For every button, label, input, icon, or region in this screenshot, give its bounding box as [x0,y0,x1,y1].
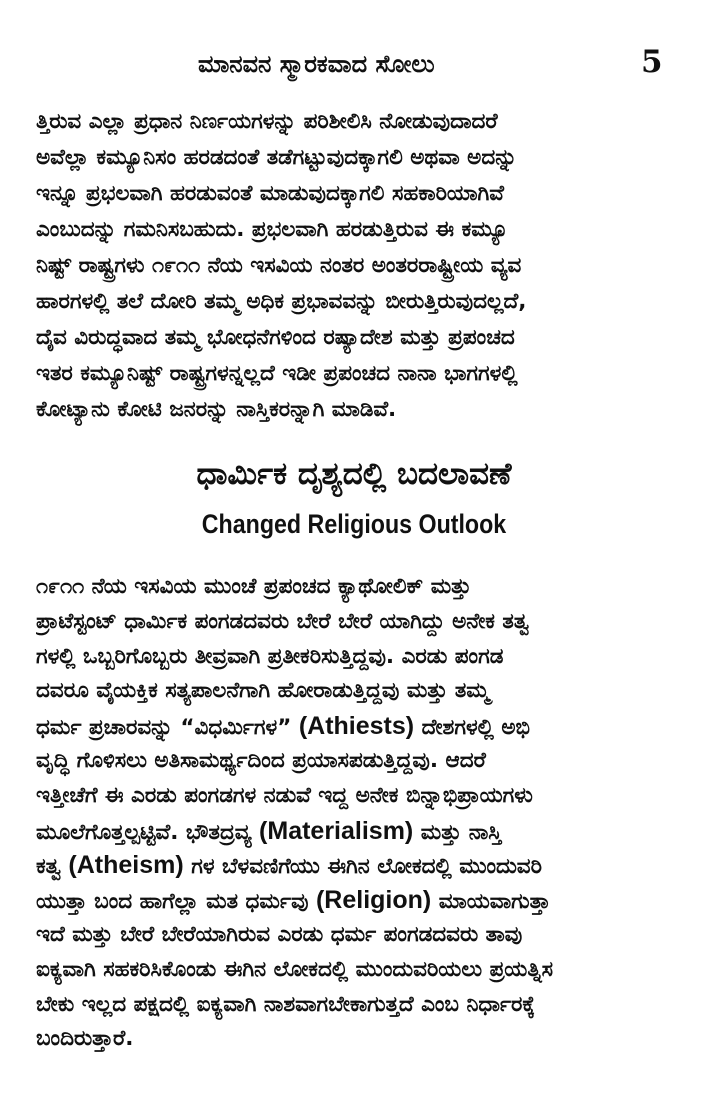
english-term-athiests: (Athiests) [298,712,415,741]
text-line: ತ್ತಿರುವ ಎಲ್ಲಾ ಪ್ರಧಾನ ನಿರ್ಣಯಗಳನ್ನು ಪರಿಶೀಲಿಸಿ ನೋಡುವುದಾದರೆ [36,109,498,134]
text-line: ವೃದ್ಧಿ ಗೊಳಿಸಲು ಅತಿಸಾಮರ್ಥ್ಯದಿಂದ ಪ್ರಯಾಸಪಡುತ್ತಿದ್ದವು. ಆದರೆ [36,747,486,773]
text-line [36,883,686,918]
text-segment: ಮತ್ತು ನಾಸ್ತಿ [413,819,502,845]
text-line: ದೈವ ವಿರುದ್ಧವಾದ ತಮ್ಮ ಭೋಧನೆಗಳಿಂದ ರಷ್ಯಾದೇಶ ಮತ್ತು ಪ್ರಪಂಚದ [36,325,515,350]
running-header [0,44,708,84]
text-segment: ಧರ್ಮ ಪ್ರಚಾರವನ್ನು “ವಿಧರ್ಮಿಗಳ” [36,715,299,741]
text-line: ಬಂದಿರುತ್ತಾರೆ. [36,1026,134,1052]
text-line: ಅವೆಲ್ಲಾ ಕಮ್ಯೂನಿಸಂ ಹರಡದಂತೆ ತಡೆಗಟ್ಟುವುದಕ್ಕಾಗಲಿ ಅಥವಾ ಅದನ್ನು [36,145,517,170]
text-line: ಇದೆ ಮತ್ತು ಬೇರೆ ಬೇರೆಯಾಗಿರುವ ಎರಡು ಧರ್ಮ ಪಂಗಡದವರು ತಾವು [36,921,523,947]
text-line: ೧೯೧೧ ನೆಯ ಇಸವಿಯ ಮುಂಚೆ ಪ್ರಪಂಚದ ಕ್ಯಾಥೋಲಿಕ್ ಮತ್ತು [36,574,472,599]
text-line: ನಿಷ್ಟ್ ರಾಷ್ಟ್ರಗಳು ೧೯೧೧ ನೆಯ ಇಸವಿಯ ನಂತರ ಅಂತರರಾಷ್ಟ್ರೀಯ ವ್ಯವ [36,253,522,278]
text-line: ಎಂಬುದನ್ನು ಗಮನಿಸಬಹುದು. ಪ್ರಭಲವಾಗಿ ಹರಡುತ್ತಿರುವ ಈ ಕಮ್ಯೂ [36,217,509,242]
paragraph-communism [36,104,686,428]
text-segment: ಗಳ ಬೆಳವಣಿಗೆಯು ಈಗಿನ ಲೋಕದಲ್ಲಿ ಮುಂದುವರಿ [183,854,542,880]
text-line: ಐಕ್ಯವಾಗಿ ಸಹಕರಿಸಿಕೊಂಡು ಈಗಿನ ಲೋಕದಲ್ಲಿ ಮುಂದುವರಿಯಲು ಪ್ರಯತ್ನಿಸ [36,956,554,982]
running-title: ಮಾನವನ ಸ್ಮಾರಕವಾದ ಸೋಲು [198,50,435,78]
text-line: ಪ್ರಾಟೆಸ್ಟಂಟ್ ಧಾರ್ಮಿಕ ಪಂಗಡದವರು ಬೇರೆ ಬೇರೆ ಯಾಗಿದ್ದು ಅನೇಕ ತತ್ವ [36,608,530,634]
english-term-materialism: (Materialism) [259,816,414,845]
text-line: ಇನ್ನೂ ಪ್ರಭಲವಾಗಿ ಹರಡುವಂತೆ ಮಾಡುವುದಕ್ಕಾಗಲಿ ಸಹಕಾರಿಯಾಗಿವೆ [36,181,504,206]
text-segment: ಯುತ್ತಾ ಬಂದ ಹಾಗೆಲ್ಲಾ ಮತ ಧರ್ಮವು [36,889,316,915]
section-heading-kannada: ಧಾರ್ಮಿಕ ದೃಶ್ಯದಲ್ಲಿ ಬದಲಾವಣೆ [196,456,512,492]
text-line [36,814,686,849]
text-line: ಗಳಲ್ಲಿ ಒಬ್ಬರಿಗೊಬ್ಬರು ತೀವ್ರವಾಗಿ ಪ್ರತೀಕರಿಸುತ್ತಿದ್ದವು. ಎರಡು ಪಂಗಡ [36,643,504,669]
text-line [36,709,686,744]
text-line: ಇತ್ತೀಚೆಗೆ ಈ ಎರಡು ಪಂಗಡಗಳ ನಡುವೆ ಇದ್ದ ಅನೇಕ ಬಿನ್ನಾಭಿಪ್ರಾಯಗಳು [36,782,533,808]
text-segment: ಮಾಯವಾಗುತ್ತಾ [431,889,551,915]
english-term-atheism: (Atheism) [68,851,184,880]
text-line: ಬೇಕು ಇಲ್ಲದ ಪಕ್ಷದಲ್ಲಿ ಐಕ್ಯವಾಗಿ ನಾಶವಾಗಬೇಕಾಗುತ್ತದೆ ಎಂಬ ನಿರ್ಧಾರಕ್ಕೆ [36,991,535,1017]
english-term-religion: (Religion) [315,886,432,915]
text-segment: ದೇಶಗಳಲ್ಲಿ ಅಭಿ [414,715,530,741]
text-segment: ಮೂಲೆಗೊತ್ತಲ್ಪಟ್ಟಿವೆ. ಭೌತದ್ರವ್ಯ [36,819,260,845]
text-line: ಇತರ ಕಮ್ಯೂನಿಷ್ಟ್ ರಾಷ್ಟ್ರಗಳನ್ನಲ್ಲದೆ ಇಡೀ ಪ್ರಪಂಚದ ನಾನಾ ಭಾಗಗಳಲ್ಲಿ [36,361,518,386]
page-number: 5 [641,44,663,80]
text-line: ಕೋಟ್ಯಾನು ಕೋಟಿ ಜನರನ್ನು ನಾಸ್ತಿಕರನ್ನಾಗಿ ಮಾಡಿವೆ. [36,397,397,422]
text-line: ಹಾರಗಳಲ್ಲಿ ತಲೆ ದೋರಿ ತಮ್ಮ ಅಧಿಕ ಪ್ರಭಾವವನ್ನು ಬೀರುತ್ತಿರುವುದಲ್ಲದೆ, [36,289,527,314]
section-heading-english: Changed Religious Outlook [201,509,507,539]
text-line [36,848,686,883]
text-segment: ಕತ್ವ [36,854,69,880]
paragraph-religious-outlook [36,570,686,1057]
text-line: ದವರೂ ವೈಯಕ್ತಿಕ ಸತ್ಯಪಾಲನೆಗಾಗಿ ಹೋರಾಡುತ್ತಿದ್ದವು ಮತ್ತು ತಮ್ಮ [36,678,490,704]
